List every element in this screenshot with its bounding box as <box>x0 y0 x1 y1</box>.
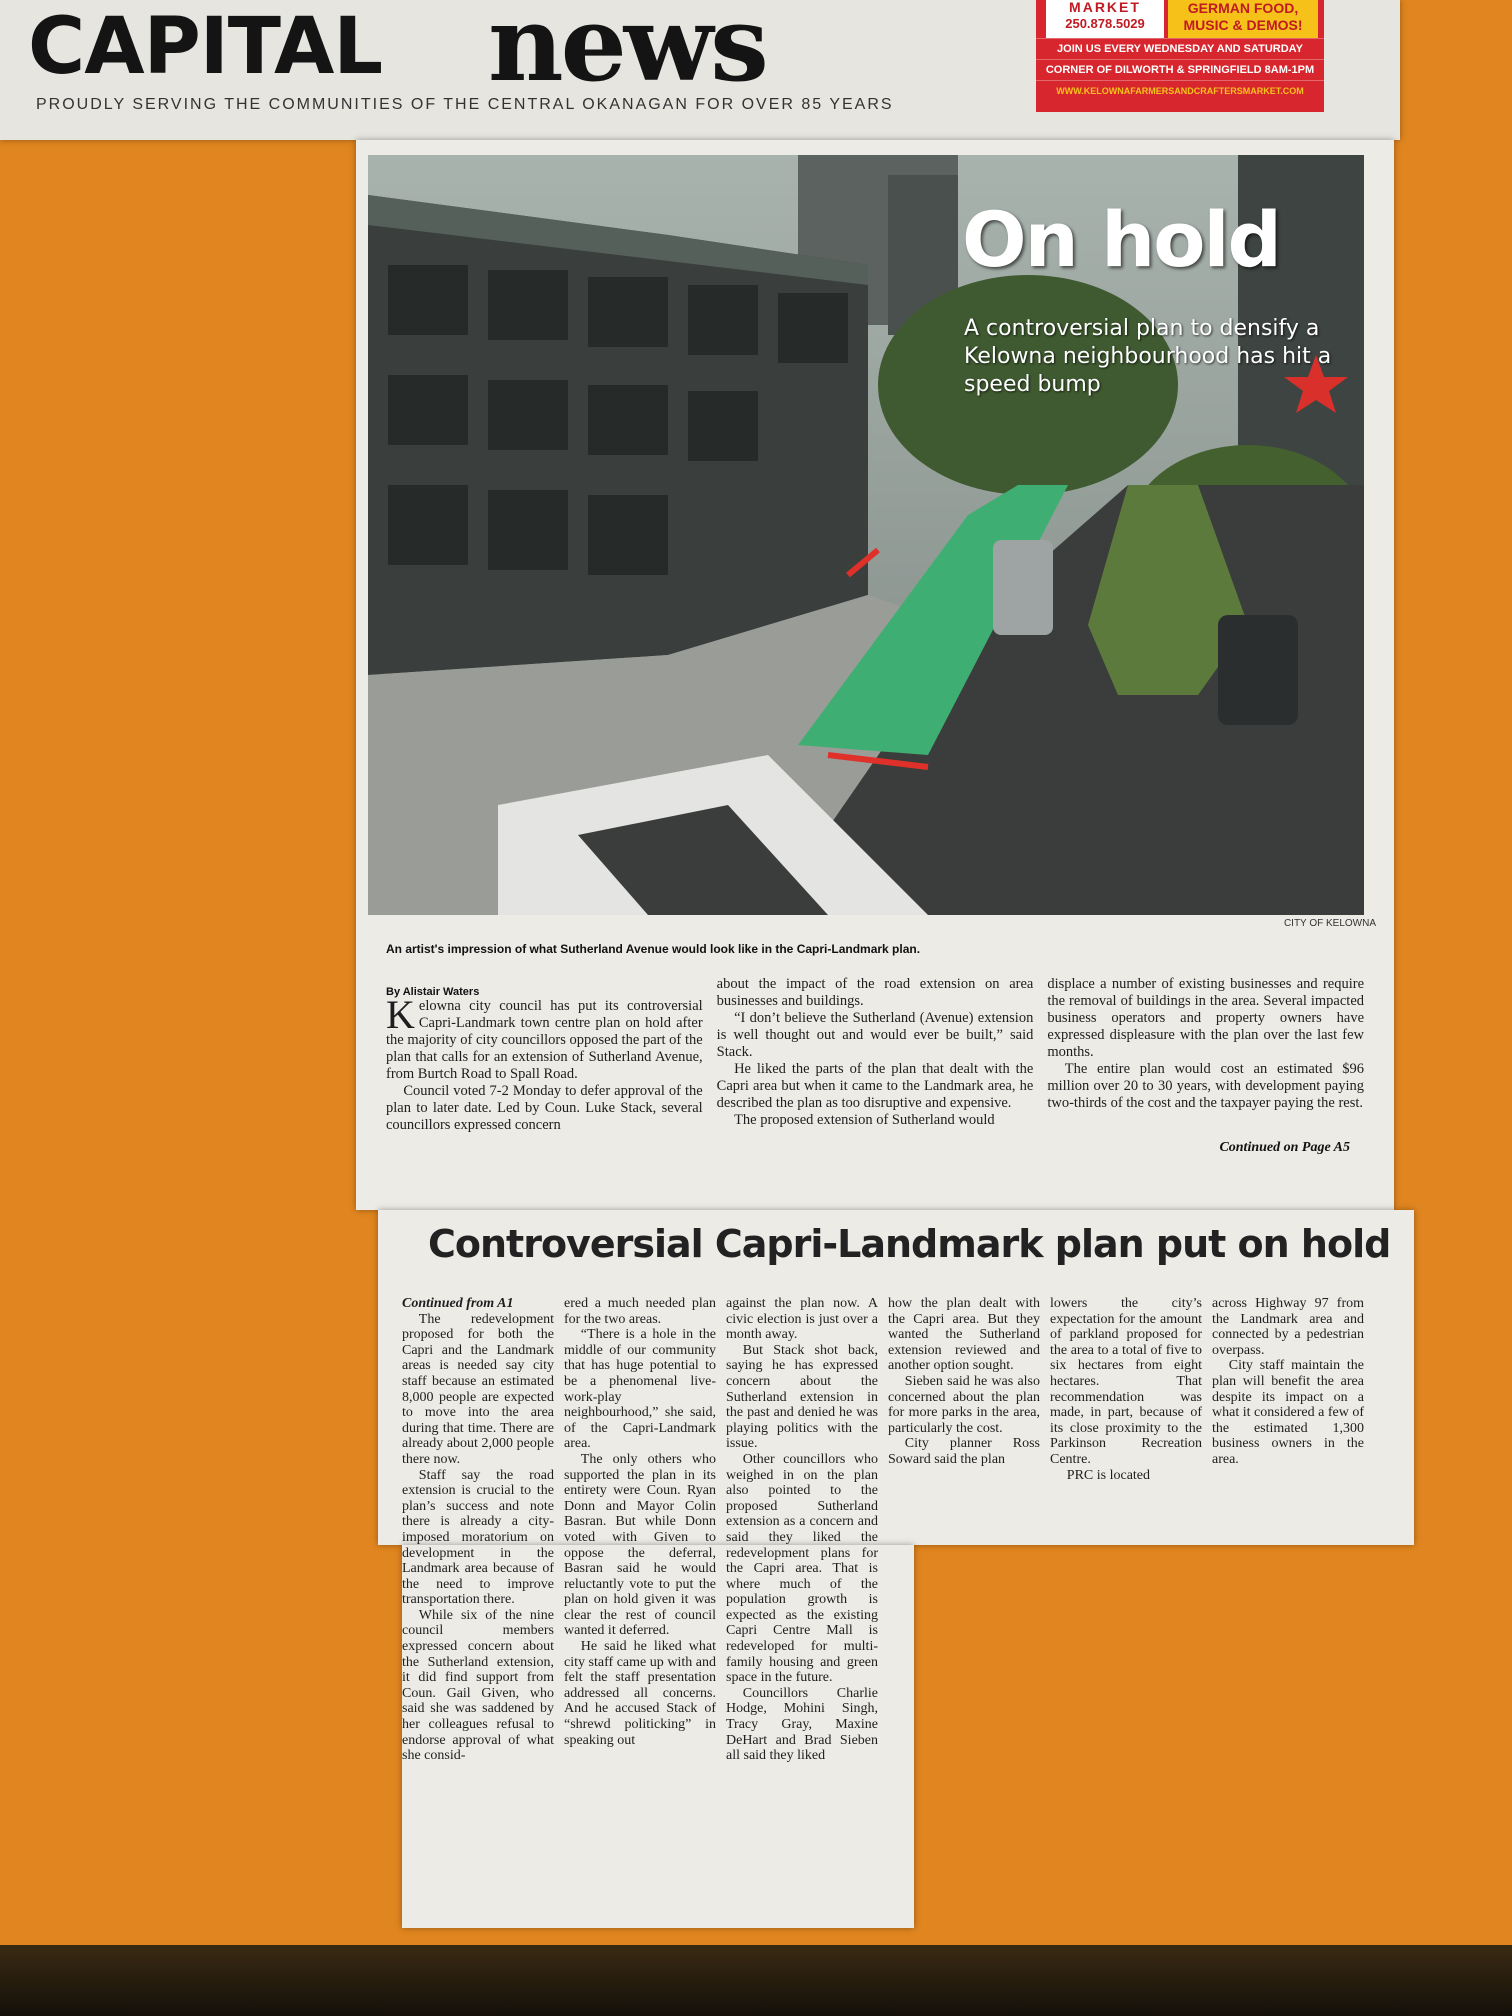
story2-column-1 <box>402 1296 554 1764</box>
story2-paragraph: But Stack shot back, saying he has expressed concern about the Sutherland extension in the past and denied he was playing politics with the issue. <box>726 1342 878 1452</box>
market-ad <box>1036 0 1324 112</box>
masthead-tagline: PROUDLY SERVING THE COMMUNITIES OF THE CENTRAL OKANAGAN FOR OVER 85 YEARS <box>36 96 894 113</box>
byline: By Alistair Waters <box>386 986 480 998</box>
story1-column-1 <box>386 976 703 1134</box>
story2-paragraph: City staff maintain the plan will benefit the area despite its impact on a what it considered a few of the estimated 1,300 business owners in the area. <box>1212 1358 1364 1467</box>
story1-column-3 <box>1047 976 1364 1134</box>
photo-headline: On hold <box>962 195 1280 284</box>
table-edge <box>0 1945 1512 2016</box>
story1-column-2 <box>717 976 1034 1134</box>
ad-market-label: MARKET <box>1069 0 1141 15</box>
jump-headline: Controversial Capri-Landmark plan put on hold <box>428 1222 1391 1266</box>
story2-paragraph: Councillors Charlie Hodge, Mohini Singh, Tracy Gray, Maxine DeHart and Brad Sieben all said they liked <box>726 1685 878 1764</box>
story1-paragraph: Council voted 7-2 Monday to defer approval of the plan to later date. Led by Coun. Luke Stack, several councillors expressed concern <box>386 1083 703 1133</box>
ad-days: JOIN US EVERY WEDNESDAY AND SATURDAY <box>1036 38 1324 59</box>
story1-paragraph: displace a number of existing businesses and require the removal of buildings in the area. Several impacted business operators and property owners have expressed displeasure with the plan over the last few months. <box>1047 976 1365 1060</box>
story2-paragraph: The only others who supported the plan in its entirety were Coun. Ryan Donn and Mayor Colin Basran. But while Donn voted with Given to oppose the deferral, Basran said he would reluctantly vote to put the plan on hold given it was clear the rest of council wanted it deferred. <box>564 1451 716 1639</box>
logo-word-news: news <box>488 0 766 105</box>
story2-paragraph: The redevelopment proposed for both the Capri and the Landmark areas is needed say city staff because an estimated 8,000 people are expected to move into the area during that time. There are already about 2,000 people there now. <box>402 1311 554 1467</box>
story2-column-3 <box>726 1296 878 1764</box>
story1-paragraph: The proposed extension of Sutherland would <box>734 1112 995 1128</box>
story2-paragraph: Staff say the road extension is crucial to the plan’s success and note there is already a city-imposed moratorium on development in the Landmark area because of the need to improve transportation there. <box>402 1467 554 1608</box>
story2-column-6 <box>1212 1296 1364 1764</box>
artist-rendering-photo <box>368 155 1364 915</box>
photo-credit: CITY OF KELOWNA <box>1283 918 1376 929</box>
story1-paragraph: The entire plan would cost an estimated $96 million over 20 to 30 years, with development paying two-thirds of the cost and the taxpayer paying the rest. <box>1047 1061 1365 1111</box>
masthead-clipping <box>0 0 1400 140</box>
story2-paragraph: Other councillors who weighed in on the plan also pointed to the proposed Sutherland extension as a concern and said they liked the redevelopment plans for the Capri area. That is where much of the population growth is expected as the existing Capri Centre Mall is redeveloped for multi-family housing and green space in the future. <box>726 1451 878 1686</box>
story2-column-5 <box>1050 1296 1202 1764</box>
story2-paragraph: ered a much needed plan for the two areas. <box>564 1296 716 1327</box>
story1-columns <box>386 976 1364 1134</box>
story2-paragraph: PRC is located <box>1066 1467 1151 1483</box>
story2-paragraph: Sieben said he was also concerned about the plan for more parks in the area, particularly the cost. <box>888 1373 1040 1436</box>
story2-paragraph: across Highway 97 from the Landmark area and connected by a pedestrian overpass. <box>1212 1296 1364 1358</box>
story2-column-2 <box>564 1296 716 1764</box>
story2-paragraph: against the plan now. A civic election is just over a month away. <box>726 1296 878 1343</box>
story2-paragraph: While six of the nine council members expressed concern about the Sutherland extension, it did find support from Coun. Gail Given, who said she was saddened by her colleagues refusal to endorse approval of what she consid- <box>402 1607 554 1764</box>
story1-paragraph: “I don’t believe the Sutherland (Avenue) extension is well thought out and would ever be built,” said Stack. <box>716 1010 1034 1060</box>
story2-paragraph: “There is a hole in the middle of our community that has huge potential to be a phenomenal live-work-play neighbourhood,” she said, of the Capri-Landmark area. <box>564 1327 716 1452</box>
logo-word-capital: CAPITAL <box>28 2 383 92</box>
ad-feature: GERMAN FOOD, MUSIC & DEMOS! <box>1168 0 1318 38</box>
story1-text: elowna city council has put its controversial Capri-Landmark town centre plan on hold after the majority of city councillors opposed the part of the plan that calls for an extension of Sutherland Avenue, from Burtch Road to Spall Road. <box>386 998 703 1082</box>
photo-deck: A controversial plan to densify a Kelowna neighbourhood has hit a speed bump <box>964 316 1332 397</box>
continued-on-link: Continued on Page A5 <box>1219 1140 1350 1155</box>
front-page-clipping <box>356 140 1394 1210</box>
ad-location: CORNER OF DILWORTH & SPRINGFIELD 8AM-1PM <box>1036 59 1324 80</box>
ad-market-box <box>1046 0 1164 38</box>
ad-phone: 250.878.5029 <box>1065 16 1145 31</box>
story2-columns <box>402 1296 1364 1764</box>
story2-paragraph: how the plan dealt with the Capri area. But they wanted the Sutherland extension reviewed and another option sought. <box>888 1296 1040 1374</box>
continued-from-label: Continued from A1 <box>402 1296 514 1311</box>
story2-paragraph: He said he liked what city staff came up with and felt the staff presentation addressed all concerns. And he accused Stack of “shrewd politicking” in speaking out <box>564 1639 716 1748</box>
dropcap: K <box>386 992 415 1037</box>
story1-paragraph: He liked the parts of the plan that dealt with the Capri area but when it came to the Landmark area, he described the plan as too disruptive and expensive. <box>716 1061 1034 1111</box>
ad-url: WWW.KELOWNAFARMERSANDCRAFTERSMARKET.COM <box>1036 80 1324 101</box>
story2-column-4 <box>888 1296 1040 1764</box>
photo-caption: An artist's impression of what Sutherland Avenue would look like in the Capri-Landmark plan. <box>386 942 921 956</box>
story2-paragraph: lowers the city’s expectation for the amount of parkland proposed for the area to a total of five to six hectares from eight hectares. That recommendation was made, in part, because of its close proximity to the Parkinson Recreation Centre. <box>1050 1296 1202 1467</box>
story2-paragraph: City planner Ross Soward said the plan <box>888 1436 1040 1467</box>
story1-paragraph: about the impact of the road extension on area businesses and buildings. <box>716 976 1034 1009</box>
